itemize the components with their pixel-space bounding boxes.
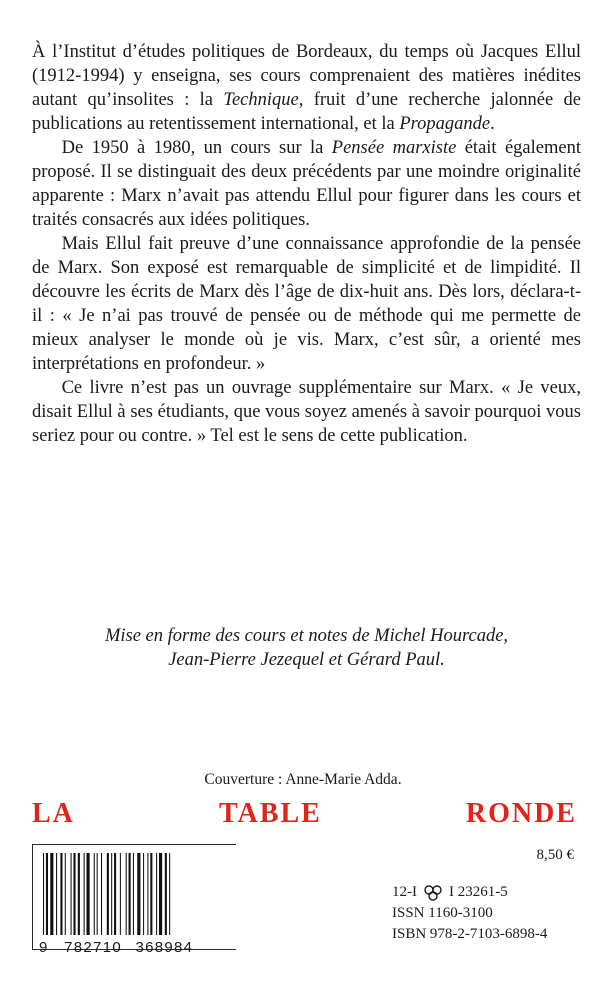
barcode-bar bbox=[126, 853, 127, 935]
barcode-bar bbox=[137, 853, 140, 935]
barcode-bar bbox=[50, 853, 53, 935]
barcode-bar bbox=[147, 853, 148, 935]
barcode-bar bbox=[56, 853, 57, 935]
book-info bbox=[344, 845, 574, 945]
barcode-bar bbox=[114, 853, 116, 935]
text-run: Ce livre n’est pas un ouvrage supplémentaire sur Marx. « Je veux, disait Ellul à ses étudiants, que vous soyez amenés à savoir pourquoi vous seriez pour ou contre. » Tel est le sens de cette publication. bbox=[32, 378, 581, 446]
barcode-bar bbox=[129, 853, 131, 935]
barcode-bar bbox=[120, 853, 121, 935]
paragraph bbox=[32, 136, 581, 232]
text-run: . bbox=[490, 114, 495, 134]
barcode-box bbox=[32, 844, 236, 956]
barcode-bar bbox=[150, 853, 152, 935]
publisher-word-3: RONDE bbox=[465, 798, 577, 829]
barcode-bar bbox=[107, 853, 109, 935]
barcode-bar bbox=[71, 853, 72, 935]
publisher-name bbox=[32, 798, 577, 830]
barcode-bar bbox=[97, 853, 98, 935]
barcode-bar bbox=[101, 853, 102, 935]
barcode-bar bbox=[73, 853, 75, 935]
barcode-bar bbox=[87, 853, 90, 935]
text-run: Mais Ellul fait preuve d’une connaissance approfondie de la pensée de Marx. Son exposé est remarquable de simplicité et de limpidité. Il découvre les écrits de Marx dès l’âge de dix-huit ans. Dès lors, déclara-t-il : « Je n’ai pas trouvé de pensée ou de méthode qui me permette de mieux analyser le monde où je vis. Marx, c’est sûr, a orienté mes interprétations en profondeur. » bbox=[32, 234, 581, 374]
back-cover-text bbox=[32, 40, 581, 448]
barcode-bar bbox=[169, 853, 170, 935]
barcode-digits-group-1: 782710 bbox=[64, 939, 122, 956]
barcode-bar bbox=[143, 853, 144, 935]
barcode-digits-group-2: 368984 bbox=[135, 939, 194, 956]
barcode-bar bbox=[43, 853, 44, 935]
paragraph bbox=[32, 376, 581, 448]
barcode-bar bbox=[111, 853, 112, 935]
editorial-credit bbox=[32, 624, 581, 672]
barcode-bar bbox=[165, 853, 167, 935]
isbn: ISBN 978-2-7103-6898-4 bbox=[392, 926, 548, 942]
paragraph bbox=[32, 40, 581, 136]
text-run: était également proposé. Il se distinguait des deux précédents par une moindre originalité apparente : Marx n’avait pas attendu Ellul pour figurer dans les cours et traités consacrés aux idées politiques. bbox=[32, 138, 581, 230]
italic-term: Technique bbox=[223, 90, 299, 110]
barcode-digits bbox=[39, 939, 233, 956]
barcode-bar bbox=[156, 853, 157, 935]
paragraph bbox=[32, 232, 581, 376]
catalog-code bbox=[344, 882, 574, 903]
cover-credit: Couverture : Anne-Marie Adda. bbox=[204, 771, 402, 788]
text-run: De 1950 à 1980, un cours sur la bbox=[61, 138, 332, 158]
barcode-bar bbox=[84, 853, 85, 935]
text-run: , fruit d’une recherche jalonnée de publications au retentissement international, et la bbox=[32, 90, 581, 134]
barcode-bar bbox=[159, 853, 162, 935]
italic-term: Pensée marxiste bbox=[331, 138, 457, 158]
catalog-code-right: I 23261-5 bbox=[449, 884, 508, 900]
barcode-bar bbox=[133, 853, 134, 935]
publisher-word-1: LA bbox=[32, 798, 75, 829]
italic-term: Propagande bbox=[399, 114, 491, 134]
text-run: À l’Institut d’études politiques de Bordeaux, du temps où Jacques Ellul (1912-1994) y enseigna, ses cours comprenaient des matières inédites autant qu’insolites : la bbox=[32, 42, 581, 110]
publisher-word-2: TABLE bbox=[218, 798, 322, 829]
barcode-bar bbox=[78, 853, 80, 935]
credit-line-2: Jean-Pierre Jezequel et Gérard Paul. bbox=[168, 650, 445, 670]
barcode-digit-lead: 9 bbox=[39, 939, 49, 956]
credit-line-1: Mise en forme des cours et notes de Michel Hourcade, bbox=[104, 626, 509, 646]
barcode-bar bbox=[46, 853, 48, 935]
barcode-bar bbox=[94, 853, 95, 935]
issn: ISSN 1160-3100 bbox=[392, 905, 493, 921]
barcode-bar bbox=[60, 853, 62, 935]
price: 8,50 € bbox=[536, 847, 574, 863]
catalog-code-left: 12-I bbox=[392, 884, 417, 900]
barcode-image bbox=[41, 853, 217, 935]
publisher-seal-icon bbox=[423, 884, 443, 902]
barcode-bar bbox=[65, 853, 66, 935]
